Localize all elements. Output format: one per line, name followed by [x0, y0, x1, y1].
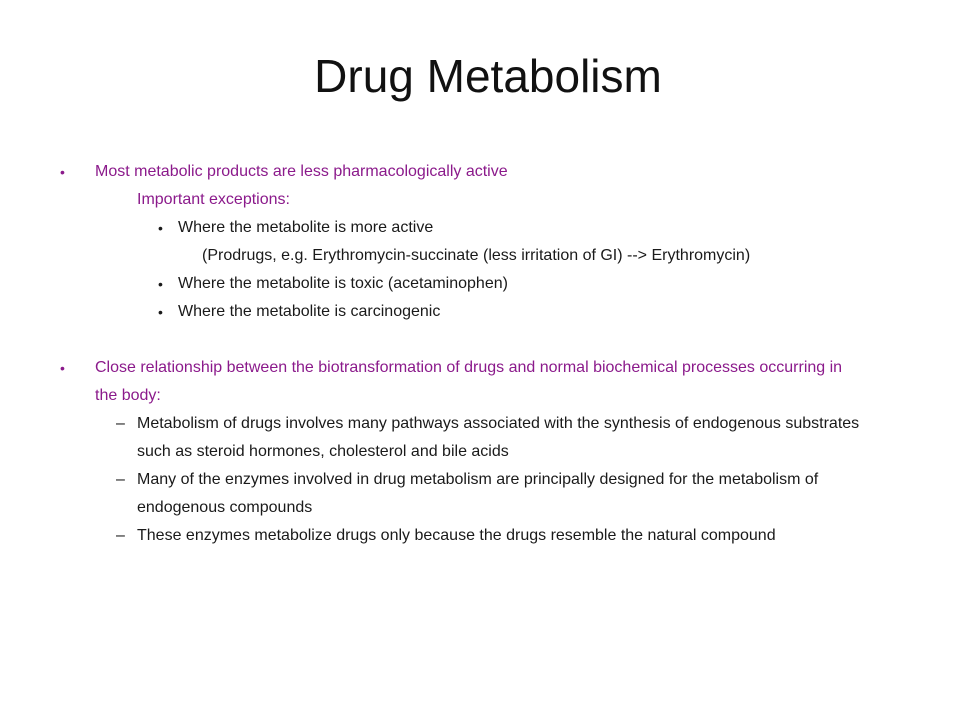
sub-bullet-text-continued: endogenous compounds — [137, 499, 313, 516]
prodrug-note: (Prodrugs, e.g. Erythromycin-succinate (less irritation of GI) --> Erythromycin) — [202, 247, 751, 264]
sub-bullet-text: Metabolism of drugs involves many pathways associated with the synthesis of endogenous substrates — [137, 415, 860, 432]
sub-bullet-text-continued: such as steroid hormones, cholesterol and bile acids — [137, 443, 509, 460]
bullet-dot-icon: • — [158, 304, 163, 320]
sub-bullet-text: These enzymes metabolize drugs only because the drugs resemble the natural compound — [137, 527, 776, 544]
sub-bullet-text: Where the metabolite is carcinogenic — [178, 303, 441, 320]
sub-bullet-text: Where the metabolite is toxic (acetaminophen) — [178, 275, 508, 292]
bullet-dot-icon: • — [60, 164, 65, 180]
bullet-dot-icon: • — [158, 276, 163, 292]
bullet-text-continued: the body: — [95, 387, 161, 404]
dash-bullet-icon: – — [116, 527, 125, 544]
bullet-dot-icon: • — [158, 220, 163, 236]
sub-bullet-text: Where the metabolite is more active — [178, 219, 434, 236]
bullet-dot-icon: • — [60, 360, 65, 376]
sub-bullet-text: Many of the enzymes involved in drug metabolism are principally designed for the metabolism of — [137, 471, 819, 488]
exceptions-label: Important exceptions: — [137, 191, 290, 208]
dash-bullet-icon: – — [116, 415, 125, 432]
bullet-text: Close relationship between the biotransformation of drugs and normal biochemical processes occurring in — [95, 359, 843, 376]
slide-title: Drug Metabolism — [314, 50, 662, 102]
bullet-text: Most metabolic products are less pharmacologically active — [95, 163, 508, 180]
dash-bullet-icon: – — [116, 471, 125, 488]
